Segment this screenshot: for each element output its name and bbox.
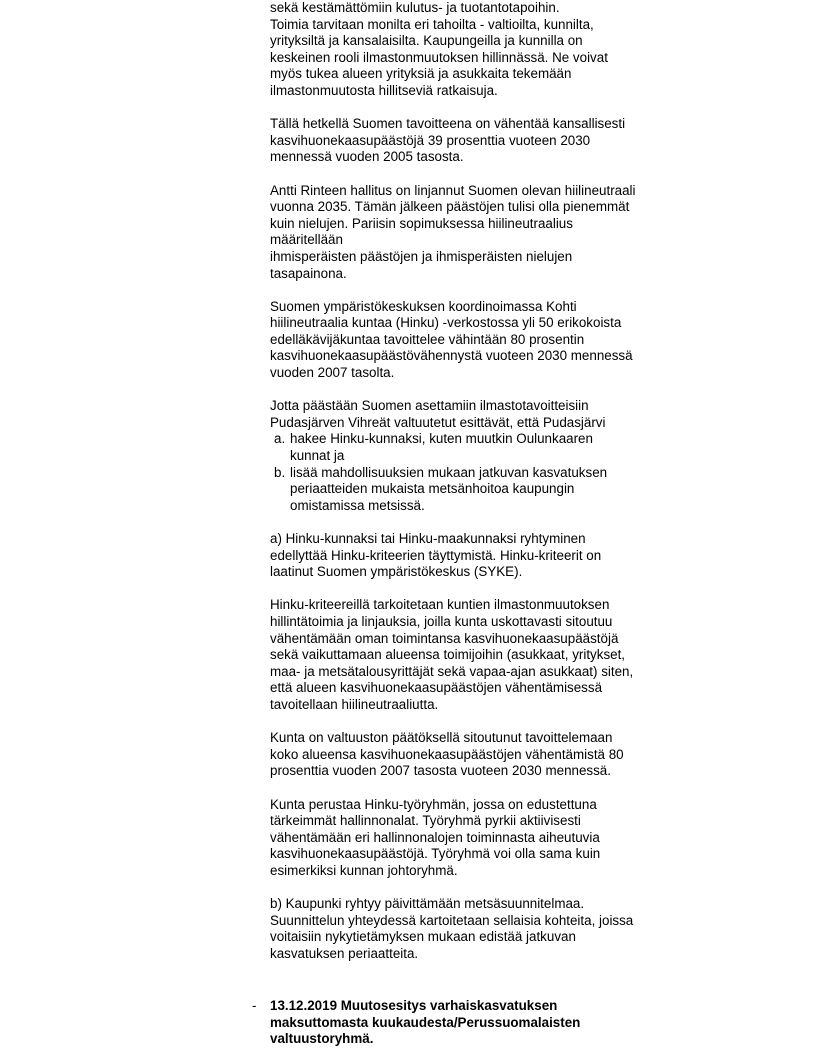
proposal-list <box>270 431 690 514</box>
paragraph-hinku-criteria-intro: a) Hinku-kunnaksi tai Hinku-maakunnaksi ryhtyminen edellyttää Hinku-kriteerien täyttymistä. Hinku-kriteerit on laatinut Suomen ympäristökeskus (SYKE). <box>270 531 602 580</box>
paragraph-proposal-intro: Jotta päästään Suomen asettamiin ilmastotavoitteisiin Pudasjärven Vihreät valtuutetut esittävät, että Pudasjärvi <box>270 398 606 430</box>
paragraph-national-target: Tällä hetkellä Suomen tavoitteena on vähentää kansallisesti kasvihuonekaasupäästöjä 39 prosenttia vuoteen 2030 mennessä vuoden 2005 tasosta. <box>270 116 626 165</box>
agenda-item-title: 13.12.2019 Muutosesitys varhaiskasvatuksen maksuttomasta kuukaudesta/Perussuomalaisten valtuustoryhmä. <box>270 998 581 1047</box>
paragraph-hinku-criteria-definition: Hinku-kriteereillä tarkoitetaan kuntien ilmastonmuutoksen hillintätoimia ja linjauksia, joilla kunta uskottavasti sitoutuu vähentämään oman toimintansa kasvihuonekaasupäästöjä sekä vaikuttamaan alueensa toimijoihin (asukkaat, yritykset, maa- ja metsätalousyrittäjät sekä vapaa-ajan asukkaat) siten, että alueen kasvihuonekaasupäästöjen vähentämisessä tavoitellaan hiilineutraaliutta. <box>270 597 634 712</box>
list-item: b. lisää mahdollisuuksien mukaan jatkuvan kasvatuksen periaatteiden mukaista metsänhoitoa kaupungin omistamissa metsissä. <box>274 464 608 513</box>
paragraph-climate-action: sekä kestämättömiin kulutus- ja tuotantotapoihin. Toimia tarvitaan monilta eri tahoilta - valtioilta, kunnilta, yrityksiltä ja kansalaisilta. Kaupungeilla ja kunnilla on keskeinen rooli ilmastonmuutoksen hillinnässä. Ne voivat myös tukea alueen yrityksiä ja asukkaita tekemään ilmastonmuutosta hillitseviä ratkaisuja. <box>270 0 608 98</box>
paragraph-working-group: Kunta perustaa Hinku-työryhmän, jossa on edustettuna tärkeimmät hallinnonalat. Työryhmä pyrkii aktiivisesti vähentämään eri hallinnonalojen toiminnasta aiheutuvia kasvihuonekaasupäästöjä. Työryhmä voi olla sama kuin esimerkiksi kunnan johtoryhmä. <box>270 796 601 878</box>
list-marker: a. <box>274 431 286 447</box>
paragraph-hinku-network: Suomen ympäristökeskuksen koordinoimassa Kohti hiilineutraalia kuntaa (Hinku) -verkostossa yli 50 erikokoista edelläkävijäkuntaa tavoittelee vähintään 80 prosentin kasvihuonekaasupäästövähennystä vuoteen 2030 mennessä vuoden 2007 tasolta. <box>270 298 633 381</box>
document-body <box>270 0 690 962</box>
paragraph-carbon-neutral: Antti Rinteen hallitus on linjannut Suomen olevan hiilineutraali vuonna 2035. Tämän jälkeen päästöjen tulisi olla pienemmät kuin nielujen. Pariisin sopimuksessa hiilineutraalius määritellään ihmisperäisten päästöjen ja ihmisperäisten nielujen tasapainona. <box>270 182 636 281</box>
paragraph-forest-plan: b) Kaupunki ryhtyy päivittämään metsäsuunnitelmaa. Suunnittelun yhteydessä kartoitetaan sellaisia kohteita, joissa voitaisiin nykytietämyksen mukaan edistää jatkuvan kasvatuksen periaatteita. <box>270 896 634 961</box>
paragraph-council-commitment: Kunta on valtuuston päätöksellä sitoutunut tavoittelemaan koko alueensa kasvihuonekaasupäästöjen vähentämistä 80 prosenttia vuoden 2007 tasosta vuoteen 2030 mennessä. <box>270 730 624 779</box>
list-dash: - <box>252 998 257 1013</box>
list-item: a. hakee Hinku-kunnaksi, kuten muutkin Oulunkaaren kunnat ja <box>274 431 593 464</box>
list-marker: b. <box>274 464 286 480</box>
